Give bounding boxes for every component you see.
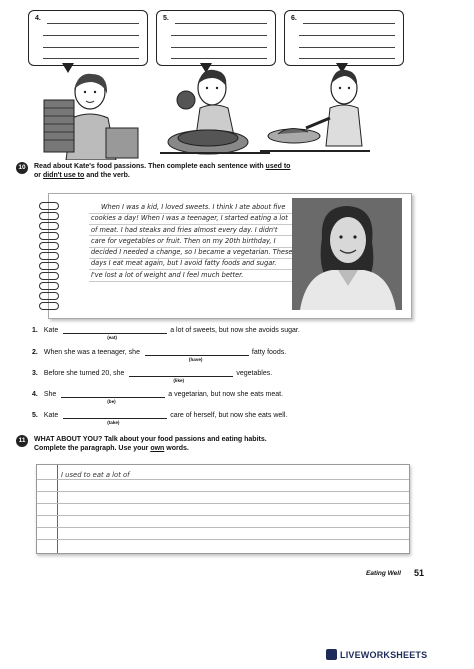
story-line: cookies a day! When I was a teenager, I started eating a lot [91, 214, 288, 223]
instruction-didnt-use-to: didn't use to [42, 172, 85, 179]
section-10-badge: 10 [16, 162, 28, 174]
kate-story [91, 202, 306, 281]
answer-line[interactable] [43, 58, 139, 59]
liveworksheets-brand[interactable]: LIVEWORKSHEETS [340, 650, 428, 660]
illustration-man-with-steak [160, 66, 270, 158]
instruction-used-to: used to [265, 163, 291, 170]
spiral-ring [39, 252, 59, 260]
story-line: days I eat meat again, but I avoid fatty foods and sugar. [91, 259, 277, 268]
story-line: I've lost a lot of weight and I feel much better. [91, 270, 244, 279]
instruction-text: Talk about your food passions and eating habits. [102, 436, 267, 443]
section-11-instruction [34, 435, 394, 453]
story-line: decided I needed a change, so I became a vegetarian. These [91, 248, 293, 257]
exercise-number: 4. [32, 391, 38, 398]
instruction-heading: WHAT ABOUT YOU? [34, 436, 103, 443]
writing-paper[interactable] [36, 464, 410, 554]
spiral-ring [39, 232, 59, 240]
ruled-line [37, 491, 409, 492]
answer-blank[interactable] [129, 369, 233, 383]
ruled-line [89, 281, 307, 282]
answer-blank[interactable] [63, 411, 167, 425]
instruction-text: Complete the paragraph. Use your [34, 445, 151, 452]
spiral-ring [39, 242, 59, 250]
spiral-ring [39, 272, 59, 280]
ruled-line [37, 479, 409, 480]
illustration-man-with-vegetables [260, 66, 370, 158]
liveworksheets-logo-icon [326, 649, 337, 660]
kate-photo [292, 198, 402, 310]
spiral-ring [39, 262, 59, 270]
answer-line[interactable] [171, 47, 267, 48]
answer-line[interactable] [43, 35, 139, 36]
spiral-ring [39, 302, 59, 310]
exercise-number: 1. [32, 327, 38, 334]
verb-hint: (take) [107, 420, 120, 425]
instruction-text: and the verb. [84, 172, 130, 179]
instruction-text: or [34, 172, 43, 179]
exercise-text: a vegetarian, but now she eats meat. [168, 391, 284, 398]
bubble-number: 6. [291, 15, 297, 22]
verb-hint: (have) [188, 357, 203, 362]
exercise-5 [32, 411, 288, 425]
exercise-2 [32, 348, 287, 362]
ruled-line [37, 503, 409, 504]
instruction-text: Read about Kate's food passions. Then complete each sentence with [34, 163, 266, 170]
speech-bubble-5 [156, 10, 276, 66]
spiral-ring [39, 222, 59, 230]
answer-blank[interactable] [145, 348, 249, 362]
answer-line[interactable] [47, 23, 139, 24]
exercise-number: 5. [32, 412, 38, 419]
exercise-number: 2. [32, 349, 38, 356]
story-line: care for vegetables or fruit. Then on my 20th birthday, I [91, 236, 276, 245]
exercise-text: Before she turned 20, she [43, 370, 125, 377]
answer-line[interactable] [299, 47, 395, 48]
answer-line[interactable] [299, 35, 395, 36]
ruled-line [37, 539, 409, 540]
answer-line[interactable] [175, 23, 267, 24]
spiral-ring [39, 202, 59, 210]
exercise-text: fatty foods. [251, 349, 287, 356]
answer-blank[interactable] [63, 326, 167, 340]
exercise-text: She [43, 391, 57, 398]
ruled-line [37, 515, 409, 516]
exercise-text: Kate [43, 412, 59, 419]
chapter-title: Eating Well [366, 570, 401, 577]
speech-bubble-4 [28, 10, 148, 66]
story-line: of meat. I had steaks and fries almost every day. I didn't [91, 225, 278, 234]
instruction-own: own [150, 445, 165, 452]
exercise-text: care of herself, but now she eats well. [170, 412, 288, 419]
answer-line[interactable] [303, 23, 395, 24]
instruction-text: words. [164, 445, 189, 452]
spiral-ring [39, 292, 59, 300]
bubble-number: 4. [35, 15, 41, 22]
exercise-1 [32, 326, 300, 340]
exercise-3 [32, 369, 273, 383]
exercise-4 [32, 390, 284, 404]
section-11-badge: 11 [16, 435, 28, 447]
verb-hint: (eat) [107, 335, 117, 340]
answer-blank[interactable] [61, 390, 165, 404]
answer-line[interactable] [43, 47, 139, 48]
story-line: When I was a kid, I loved sweets. I think I ate about five [101, 203, 286, 211]
exercise-text: Kate [43, 327, 59, 334]
exercise-number: 3. [32, 370, 38, 377]
ruled-line [37, 527, 409, 528]
bubble-number: 5. [163, 15, 169, 22]
verb-hint: (like) [173, 378, 185, 383]
exercise-text: When she was a teenager, she [43, 349, 140, 356]
spiral-ring [39, 212, 59, 220]
speech-bubble-6 [284, 10, 404, 66]
spiral-ring [39, 282, 59, 290]
exercise-text: vegetables. [236, 370, 273, 377]
page-number: 51 [414, 568, 425, 578]
answer-line[interactable] [171, 35, 267, 36]
paragraph-starter: I used to eat a lot of [61, 471, 130, 479]
answer-line[interactable] [171, 58, 267, 59]
section-10-instruction [34, 162, 364, 180]
illustration-woman-with-cookies [30, 70, 140, 160]
answer-line[interactable] [299, 58, 395, 59]
exercise-text: a lot of sweets, but now she avoids sugar. [170, 327, 300, 334]
verb-hint: (be) [107, 399, 116, 404]
